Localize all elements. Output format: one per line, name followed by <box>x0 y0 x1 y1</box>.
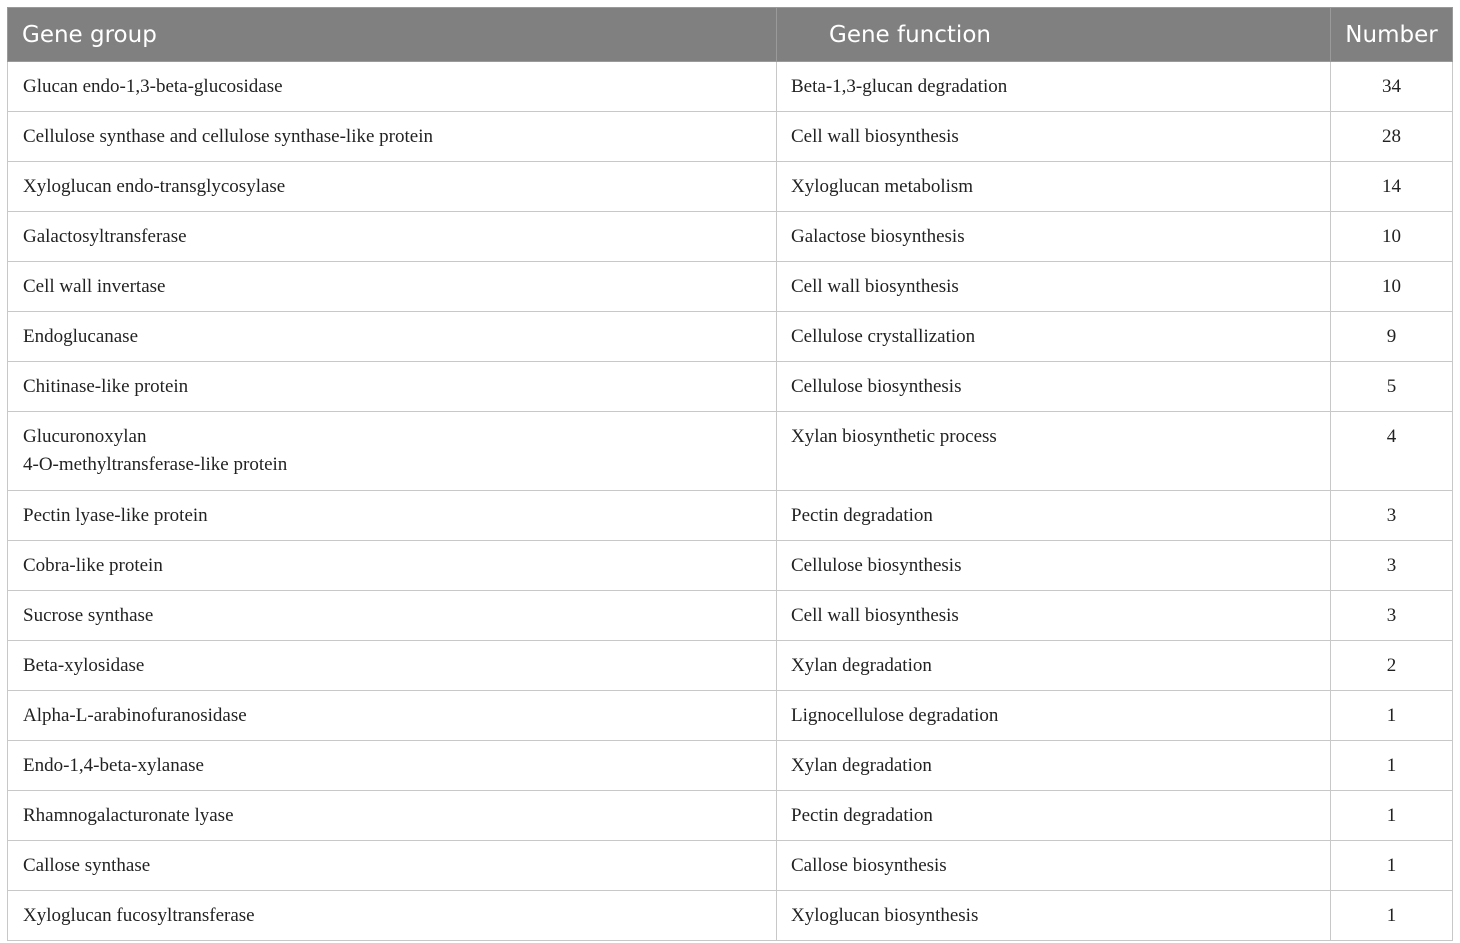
table-row <box>8 841 1453 891</box>
number-cell: 9 <box>1331 312 1453 362</box>
table-body <box>8 62 1453 941</box>
table-row <box>8 362 1453 412</box>
table-row <box>8 312 1453 362</box>
gene-function-cell: Xyloglucan biosynthesis <box>777 891 1331 941</box>
number-cell: 1 <box>1331 791 1453 841</box>
gene-group-cell: Endo-1,4-beta-xylanase <box>8 741 777 791</box>
gene-group-cell: Alpha-L-arabinofuranosidase <box>8 691 777 741</box>
gene-group-cell: Xyloglucan fucosyltransferase <box>8 891 777 941</box>
gene-group-line: Glucuronoxylan <box>23 426 147 447</box>
gene-group-cell: Beta-xylosidase <box>8 641 777 691</box>
gene-function-cell: Pectin degradation <box>777 791 1331 841</box>
gene-function-cell: Xyloglucan metabolism <box>777 162 1331 212</box>
table-row <box>8 591 1453 641</box>
gene-function-cell: Cell wall biosynthesis <box>777 591 1331 641</box>
gene-function-cell: Cellulose crystallization <box>777 312 1331 362</box>
table-row <box>8 212 1453 262</box>
header-number: Number <box>1331 8 1453 62</box>
gene-group-cell: Cobra-like protein <box>8 541 777 591</box>
gene-function-cell: Cellulose biosynthesis <box>777 541 1331 591</box>
gene-function-cell: Galactose biosynthesis <box>777 212 1331 262</box>
gene-function-cell: Cell wall biosynthesis <box>777 262 1331 312</box>
gene-function-cell: Lignocellulose degradation <box>777 691 1331 741</box>
table-row <box>8 641 1453 691</box>
table-row <box>8 262 1453 312</box>
gene-group-cell: Cellulose synthase and cellulose synthase-like protein <box>8 112 777 162</box>
table-row <box>8 541 1453 591</box>
table-header <box>8 8 1453 62</box>
number-cell: 5 <box>1331 362 1453 412</box>
number-cell: 1 <box>1331 891 1453 941</box>
header-gene-function: Gene function <box>777 8 1331 62</box>
header-row <box>8 8 1453 62</box>
gene-group-cell: Cell wall invertase <box>8 262 777 312</box>
gene-group-cell: Galactosyltransferase <box>8 212 777 262</box>
gene-group-cell: Callose synthase <box>8 841 777 891</box>
gene-function-cell: Xylan degradation <box>777 741 1331 791</box>
table-row <box>8 691 1453 741</box>
gene-group-cell: Glucan endo-1,3-beta-glucosidase <box>8 62 777 112</box>
gene-group-cell: Endoglucanase <box>8 312 777 362</box>
number-cell: 1 <box>1331 741 1453 791</box>
table-row <box>8 162 1453 212</box>
number-cell: 28 <box>1331 112 1453 162</box>
number-cell: 1 <box>1331 841 1453 891</box>
gene-group-cell <box>8 412 777 491</box>
table-row <box>8 412 1453 491</box>
number-cell: 10 <box>1331 212 1453 262</box>
gene-group-line: 4-O-methyltransferase-like protein <box>23 454 288 475</box>
table-row <box>8 741 1453 791</box>
table-row <box>8 891 1453 941</box>
gene-function-cell: Xylan biosynthetic process <box>777 412 1331 491</box>
gene-group-cell: Pectin lyase-like protein <box>8 491 777 541</box>
table-row <box>8 62 1453 112</box>
table-row <box>8 791 1453 841</box>
number-cell: 4 <box>1331 412 1453 491</box>
table-row <box>8 491 1453 541</box>
gene-function-cell: Cell wall biosynthesis <box>777 112 1331 162</box>
gene-function-cell: Pectin degradation <box>777 491 1331 541</box>
gene-table <box>7 7 1453 941</box>
number-cell: 2 <box>1331 641 1453 691</box>
number-cell: 3 <box>1331 541 1453 591</box>
gene-function-cell: Xylan degradation <box>777 641 1331 691</box>
gene-group-cell: Sucrose synthase <box>8 591 777 641</box>
gene-function-cell: Cellulose biosynthesis <box>777 362 1331 412</box>
gene-function-cell: Beta-1,3-glucan degradation <box>777 62 1331 112</box>
gene-function-cell: Callose biosynthesis <box>777 841 1331 891</box>
number-cell: 1 <box>1331 691 1453 741</box>
number-cell: 10 <box>1331 262 1453 312</box>
table-row <box>8 112 1453 162</box>
number-cell: 3 <box>1331 591 1453 641</box>
gene-group-cell: Rhamnogalacturonate lyase <box>8 791 777 841</box>
number-cell: 14 <box>1331 162 1453 212</box>
gene-group-cell: Chitinase-like protein <box>8 362 777 412</box>
gene-group-cell: Xyloglucan endo-transglycosylase <box>8 162 777 212</box>
number-cell: 34 <box>1331 62 1453 112</box>
header-gene-group: Gene group <box>8 8 777 62</box>
number-cell: 3 <box>1331 491 1453 541</box>
